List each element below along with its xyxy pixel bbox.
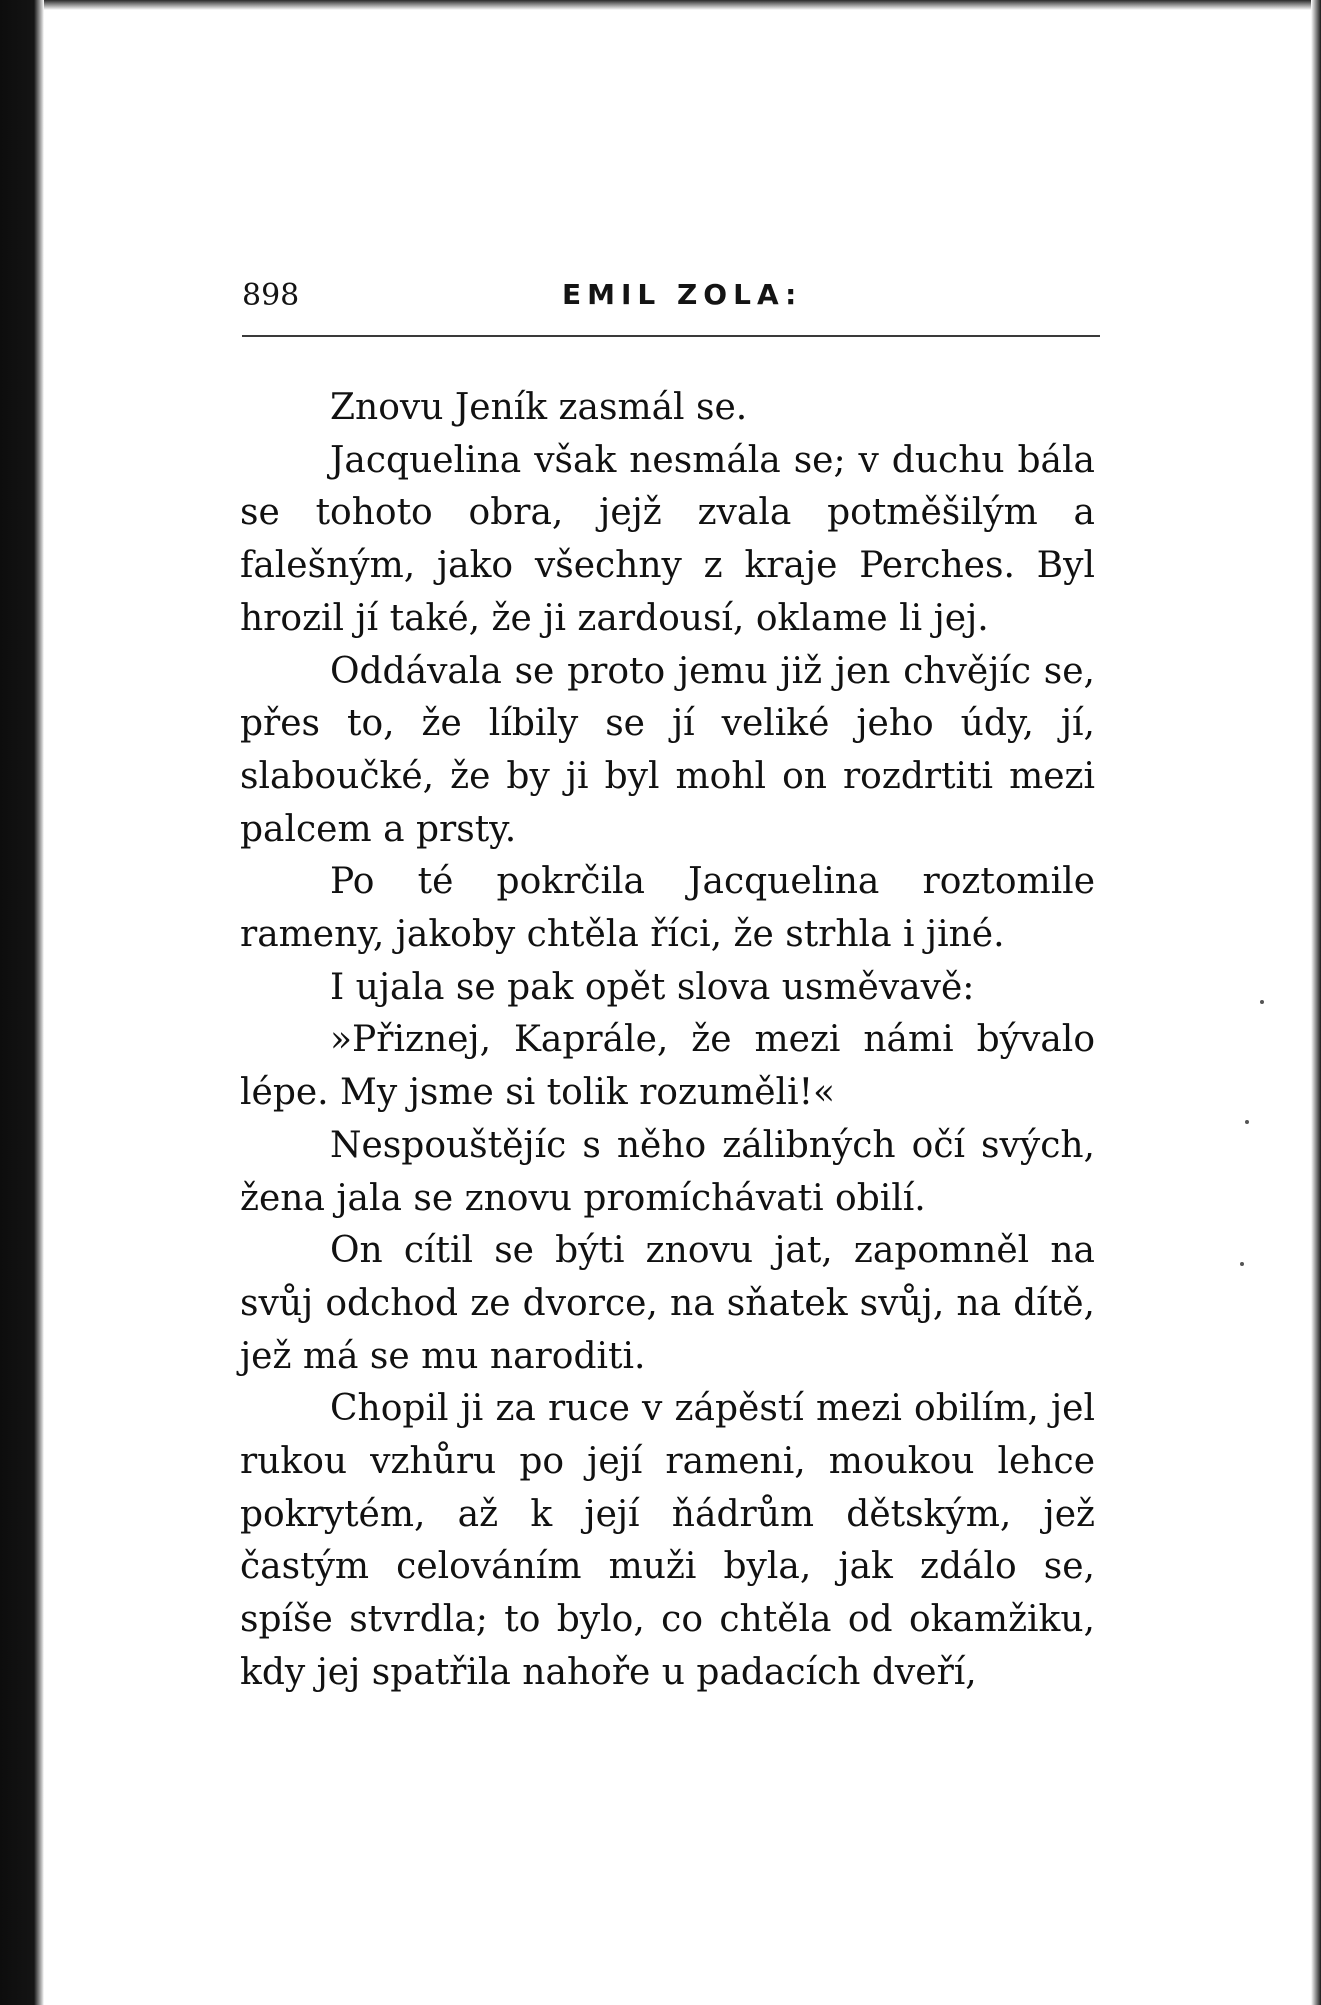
- margin-speck: [1240, 1262, 1244, 1266]
- running-head: EMIL ZOLA:: [562, 278, 803, 311]
- paragraph: Znovu Jeník zasmál se.: [330, 387, 748, 428]
- header-rule: [242, 335, 1100, 337]
- paragraph: Po té pokrčila Jacquelina roztomile rameny, jakoby chtěla říci, že strhla i jiné.: [240, 861, 1095, 956]
- margin-speck: [1260, 1000, 1264, 1004]
- paragraph: I ujala se pak opět slova usměvavě:: [330, 966, 975, 1008]
- paragraph: »Přiznej, Kaprále, že mezi námi bývalo lépe. My jsme si tolik rozuměli!«: [240, 1019, 1095, 1114]
- body-text: [240, 382, 1095, 1700]
- scan-edge-right: [1311, 0, 1321, 2005]
- paragraph: Nespouštějíc s něho zálibných očí svých, žena jala se znovu promíchávati obilí.: [240, 1124, 1095, 1219]
- paragraph: Oddávala se proto jemu již jen chvějíc se, přes to, že líbily se jí veliké jeho údy, jí, slaboučké, že by ji byl mohl on rozdrtiti mezi palcem a prsty.: [240, 650, 1095, 850]
- paragraph: Chopil ji za ruce v zápěstí mezi obilím, jel rukou vzhůru po její rameni, moukou lehce pokrytém, až k její ňádrům dětským, jež častým celováním muži byla, jak zdálo se, spíše stvrdla; to bylo, co chtěla od okamžiku, kdy jej spatřila nahoře u padacích dveří,: [240, 1388, 1095, 1693]
- scan-edge-top: [0, 0, 1321, 10]
- paragraph: Jacquelina však nesmála se; v duchu bála se tohoto obra, jejž zvala potměšilým a falešným, jako všechny z kraje Perches. Byl hrozil jí také, že ji zardousí, oklame li jej.: [240, 439, 1095, 639]
- page-header: [242, 278, 1100, 322]
- scan-edge-left: [0, 0, 44, 2005]
- paragraph: On cítil se býti znovu jat, zapomněl na svůj odchod ze dvorce, na sňatek svůj, na dítě, jež má se mu naroditi.: [240, 1230, 1095, 1377]
- page-number: 898: [242, 278, 300, 313]
- margin-speck: [1245, 1120, 1249, 1124]
